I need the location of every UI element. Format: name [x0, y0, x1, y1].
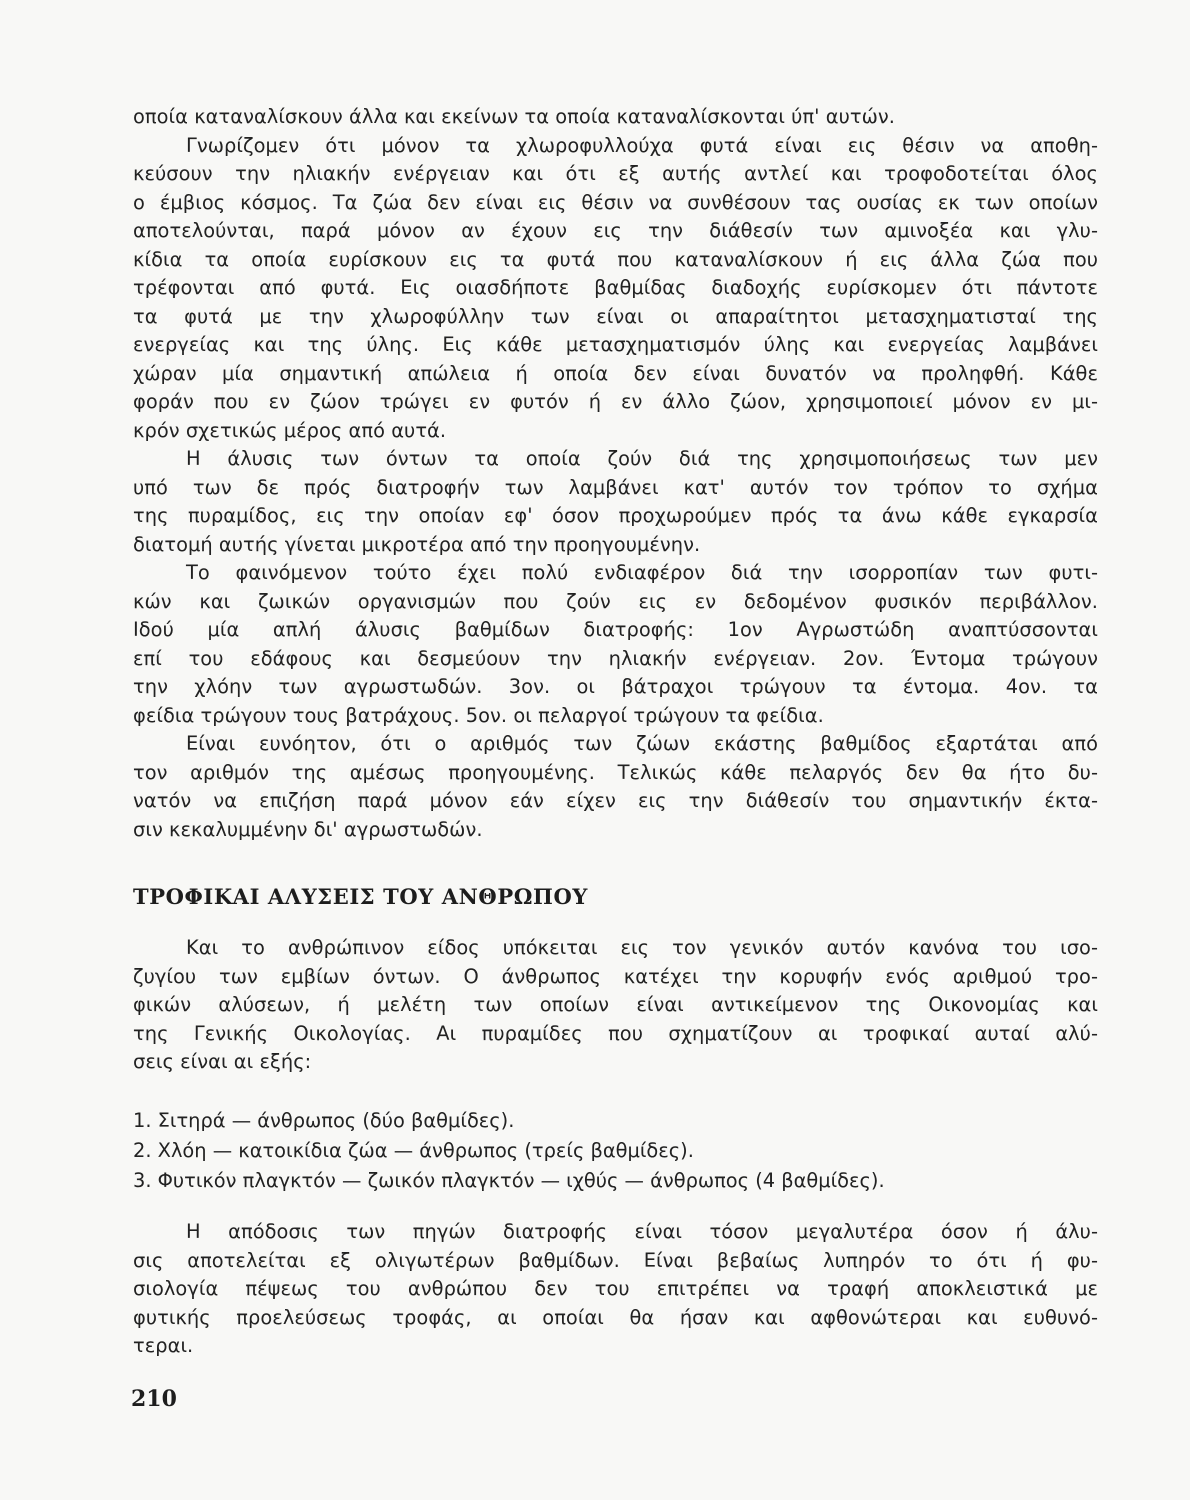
- text-line: Και το ανθρώπινον είδος υπόκειται εις τον γενικόν αυτόν κανόνα του ισο-: [186, 936, 1098, 959]
- text-line: σεις είναι αι εξής:: [133, 1050, 312, 1073]
- text-line: κών και ζωικών οργανισμών που ζούν εις εν δεδομένον φυσικόν περιβάλλον.: [133, 589, 1098, 613]
- text-line: φοράν που εν ζώον τρώγει εν φυτόν ή εν άλλο ζώον, χρησιμοποιεί μόνον εν μι-: [133, 390, 1098, 413]
- text-line: σις αποτελείται εξ ολιγωτέρων βαθμίδων. Είναι βεβαίως λυπηρόν το ότι ή φυ-: [133, 1248, 1098, 1272]
- section-heading: ΤΡΟΦΙΚΑΙ ΑΛΥΣΕΙΣ ΤΟΥ ΑΝΘΡΩΠΟΥ: [133, 884, 588, 909]
- text-line: αποτελούνται, παρά μόνον αν έχουν εις την διάθεσίν των αμινοξέα και γλυ-: [133, 219, 1098, 242]
- text-line: τα φυτά με την χλωροφύλλην των είναι οι απαραίτητοι μετασχηματισταί της: [133, 304, 1098, 328]
- text-line: σιολογία πέψεως του ανθρώπου δεν του επιτρέπει να τραφή αποκλειστικά με: [133, 1277, 1098, 1300]
- text-line: φικών αλύσεων, ή μελέτη των οποίων είναι αντικείμενον της Οικονομίας και: [133, 993, 1098, 1016]
- text-line: φείδια τρώγουν τους βατράχους. 5ον. οι πελαργοί τρώγουν τα φείδια.: [133, 703, 824, 727]
- text-line: της Γενικής Οικολογίας. Αι πυραμίδες που σχηματίζουν αι τροφικαί αυταί αλύ-: [133, 1021, 1098, 1045]
- text-line: της πυραμίδος, εις την οποίαν εφ' όσον προχωρούμεν πρός τα άνω κάθε εγκαρσία: [133, 504, 1098, 527]
- text-line: Ιδού μία απλή άλυσις βαθμίδων διατροφής: 1ον Αγρωστώδη αναπτύσσονται: [133, 618, 1098, 641]
- text-line: επί του εδάφους και δεσμεύουν την ηλιακήν ενέργειαν. 2ον. Έντομα τρώγουν: [133, 646, 1098, 670]
- text-line: ζυγίου των εμβίων όντων. Ο άνθρωπος κατέχει την κορυφήν ενός αριθμού τρο-: [133, 964, 1098, 988]
- text-line: νατόν να επιζήση παρά μόνον εάν είχεν εις την διάθεσίν του σημαντικήν έκτα-: [133, 789, 1098, 812]
- list-item: 1. Σιτηρά — άνθρωπος (δύο βαθμίδες).: [133, 1109, 515, 1132]
- list-item: 2. Χλόη — κατοικίδια ζώα — άνθρωπος (τρείς βαθμίδες).: [133, 1139, 694, 1162]
- text-line: κρόν σχετικώς μέρος από αυτά.: [133, 418, 447, 442]
- text-line: κίδια τα οποία ευρίσκουν εις τα φυτά που καταναλίσκουν ή εις άλλα ζώα που: [133, 247, 1098, 271]
- trophic-chain-list: [133, 1106, 1098, 1196]
- text-line: τρέφονται από φυτά. Εις οιασδήποτε βαθμίδας διαδοχής ευρίσκομεν ότι πάντοτε: [133, 276, 1098, 299]
- text-block-middle: [133, 934, 1098, 1077]
- text-line: τον αριθμόν της αμέσως προηγουμένης. Τελικώς κάθε πελαργός δεν θα ήτο δυ-: [133, 760, 1098, 784]
- text-line: φυτικής προελεύσεως τροφάς, αι οποίαι θα ήσαν και αφθονώτεραι και ευθυνό-: [133, 1305, 1098, 1329]
- text-line: Είναι ευνόητον, ότι ο αριθμός των ζώων εκάστης βαθμίδος εξαρτάται από: [186, 732, 1098, 755]
- text-line: ο έμβιος κόσμος. Τα ζώα δεν είναι εις θέσιν να συνθέσουν τας ουσίας εκ των οποίων: [133, 190, 1098, 214]
- text-line: χώραν μία σημαντική απώλεια ή οποία δεν είναι δυνατόν να προληφθή. Κάθε: [133, 361, 1098, 385]
- text-line: διατομή αυτής γίνεται μικροτέρα από την προηγουμένην.: [133, 532, 701, 556]
- text-line: ενεργείας και της ύλης. Εις κάθε μετασχηματισμόν ύλης και ενεργείας λαμβάνει: [133, 333, 1098, 356]
- text-line: κεύσουν την ηλιακήν ενέργειαν και ότι εξ αυτής αντλεί και τροφοδοτείται όλος: [133, 162, 1098, 185]
- text-line: Το φαινόμενον τούτο έχει πολύ ενδιαφέρον διά την ισορροπίαν των φυτι-: [186, 561, 1098, 584]
- text-line: σιν κεκαλυμμένην δι' αγρωστωδών.: [133, 817, 483, 841]
- text-block-bottom: [133, 1218, 1098, 1361]
- text-line: τεραι.: [133, 1334, 194, 1357]
- text-line: υπό των δε πρός διατροφήν των λαμβάνει κατ' αυτόν τον τρόπον το σχήμα: [133, 475, 1098, 499]
- text-block-top: [133, 103, 1098, 844]
- text-line: την χλόην των αγρωστωδών. 3ον. οι βάτραχοι τρώγουν τα έντομα. 4ον. τα: [133, 675, 1098, 698]
- text-line: Η απόδοσις των πηγών διατροφής είναι τόσον μεγαλυτέρα όσον ή άλυ-: [186, 1220, 1098, 1243]
- page-number: 210: [131, 1386, 177, 1412]
- text-line: Γνωρίζομεν ότι μόνον τα χλωροφυλλούχα φυτά είναι εις θέσιν να αποθη-: [186, 133, 1098, 157]
- text-line: οποία καταναλίσκουν άλλα και εκείνων τα οποία καταναλίσκονται ύπ' αυτών.: [133, 105, 895, 128]
- list-item: 3. Φυτικόν πλαγκτόν — ζωικόν πλαγκτόν — ιχθύς — άνθρωπος (4 βαθμίδες).: [133, 1169, 885, 1192]
- text-line: Η άλυσις των όντων τα οποία ζούν διά της χρησιμοποιήσεως των μεν: [186, 447, 1098, 470]
